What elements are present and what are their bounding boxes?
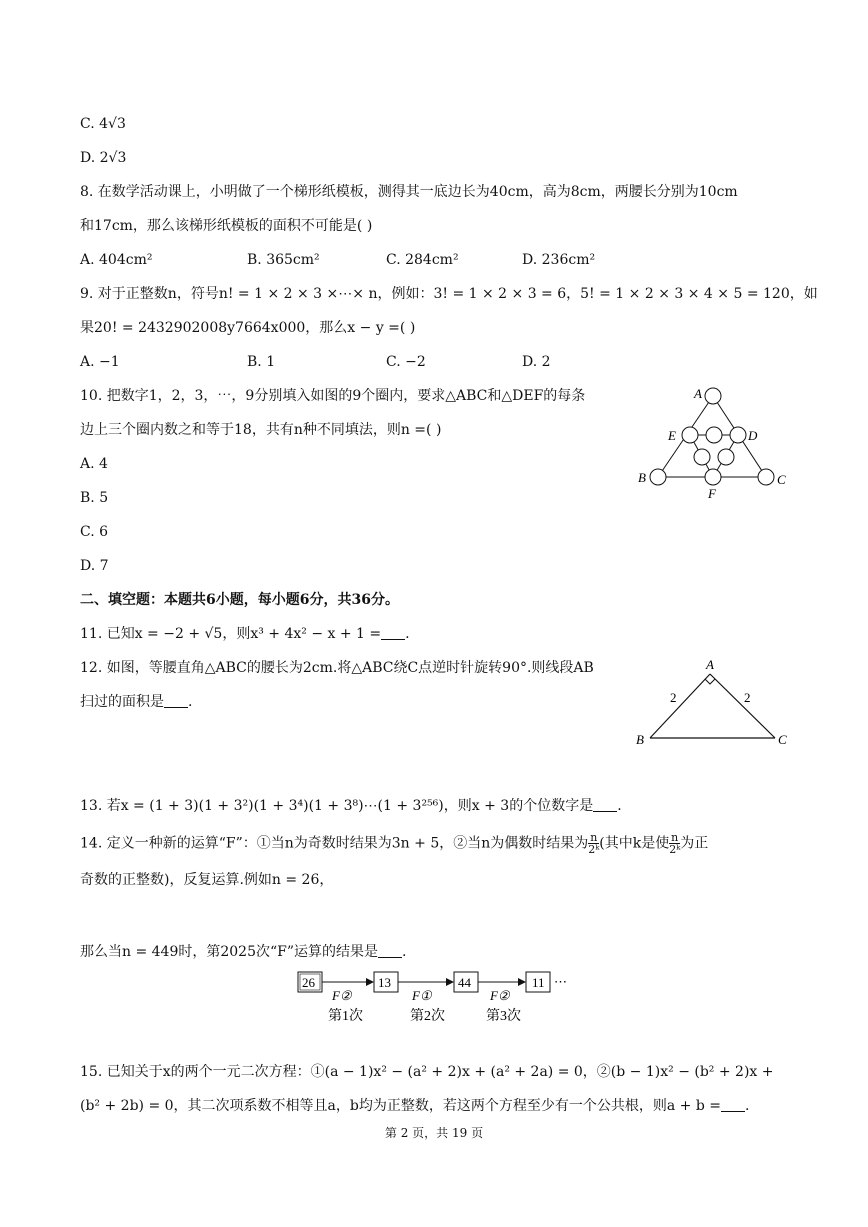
q13-end: . [617,798,622,814]
q14-text-b: (其中k是使 [599,835,670,852]
label-f: F [708,486,716,501]
label-b: B [638,470,646,485]
question-13 [80,796,622,816]
q12-text: 扫过的面积是 [80,694,164,710]
flow-op-2: F① [412,988,432,1003]
fraction [588,832,599,855]
page-footer: 第 2 页，共 19 页 [384,1126,484,1140]
q14-text-a: 14. 定义一种新的运算“F”：①当n为奇数时结果为3n + 5，②当n为偶数时结果为 [80,835,589,852]
frac-den-2: 2ᵏ [669,843,681,856]
circle-e [682,427,698,443]
question-11 [80,624,410,644]
section-2-title: 二、填空题：本题共6小题，每小题6分，共36分。 [80,592,399,608]
flow-value-3: 44 [458,975,471,990]
q13-text: 13. 若x = (1 + 3)(1 + 3²)(1 + 3⁴)(1 + 3⁸)⋯(1 + 3²⁵⁶)，则x + 3的个位数字是 [80,798,594,814]
label-b: B [636,732,644,747]
side-ab-length: 2 [670,690,677,705]
flow-op-1: F② [332,988,352,1003]
flow-value-2: 13 [378,975,391,990]
circle-f [705,469,721,485]
answer-blank [593,797,617,812]
q8-option-b: B. 365cm² [247,252,320,268]
q14-text-c: 为正 [680,835,709,852]
answer-blank [164,693,188,708]
q10-option-c: C. 6 [80,524,109,540]
question-10-line2: 边上三个圈内数之和等于18，共有n种不同填法，则n =( ) [80,422,442,438]
q9-option-b: B. 1 [247,354,276,370]
circle-mid-top [706,427,722,443]
q15-end: . [744,1098,750,1114]
circle-right-inner [718,449,734,465]
question-9-line2: 果20! = 2432902008y7664x000，那么x − y =( ) [80,320,416,336]
frac-den: 2ᵏ [588,843,600,856]
flow-value-1: 26 [302,975,315,990]
question-14-line3 [80,942,406,962]
flow-step-1: 第1次 [328,1009,363,1024]
question-14-line2: 奇数的正整数)，反复运算.例如n = 26， [80,872,334,888]
circle-b [650,469,666,485]
q14-end: . [402,944,407,960]
q9-option-d: D. 2 [522,354,551,370]
frac-num: n [590,831,598,844]
q8-option-d: D. 236cm² [522,252,596,268]
label-a: A [694,386,702,401]
question-15-line1: 15. 已知关于x的两个一元二次方程：①(a − 1)x² − (a² + 2)x + (a² + 2a) = 0，②(b − 1)x² − (b² + 2)x + [80,1064,774,1080]
flow-op-3: F② [490,988,510,1003]
circle-a [705,388,721,404]
question-8-line1: 8. 在数学活动课上，小明做了一个梯形纸模板，测得其一底边长为40cm，高为8cm，两腰长分别为10cm [80,184,738,200]
label-c: C [778,732,787,747]
circle-left-inner [694,449,710,465]
question-12-line1: 12. 如图，等腰直角△ABC的腰长为2cm.将△ABC绕C点逆时针旋转90°.则线段AB [80,660,594,676]
q10-figure [636,382,796,502]
q14-flow-diagram [294,966,584,1030]
q12-figure [630,652,800,752]
flow-value-4: 11 [532,975,545,990]
label-d: D [748,428,758,443]
q8-option-c: C. 284cm² [386,252,459,268]
question-9-line1: 9. 对于正整数n，符号n! = 1 × 2 × 3 ×⋯× n，例如：3! = 1 × 2 × 3 = 6，5! = 1 × 2 × 3 × 4 × 5 = 120，如 [80,286,818,302]
circle-d [730,427,746,443]
circle-c [758,469,774,485]
label-c: C [777,472,786,487]
question-15-line2 [80,1096,749,1116]
q10-option-a: A. 4 [80,456,108,472]
label-a: A [706,657,714,672]
question-14-line1 [80,832,708,855]
q9-option-c: C. −2 [386,354,426,370]
q12-end: . [188,694,193,710]
option-c: C. 4√3 [80,116,126,132]
question-10-line1: 10. 把数字1，2，3，⋯，9分别填入如图的9个圈内，要求△ABC和△DEF的每条 [80,388,586,404]
answer-blank [721,1097,745,1112]
flow-step-2: 第2次 [410,1009,445,1024]
option-d: D. 2√3 [80,150,127,166]
label-e: E [668,428,676,443]
fraction-2 [669,832,680,855]
q15-text: (b² + 2b) = 0，其二次项系数不相等且a，b均为正整数，若这两个方程至少有一个公共根，则a + b = [80,1098,721,1114]
q10-option-d: D. 7 [80,558,109,574]
answer-blank [381,625,405,640]
q14-text-3: 那么当n = 449时，第2025次“F”运算的结果是 [80,944,379,960]
q11-end: . [405,626,410,642]
q8-option-a: A. 404cm² [80,252,153,268]
flow-step-3: 第3次 [486,1009,521,1024]
q9-option-a: A. −1 [80,354,120,370]
side-ac-length: 2 [744,690,751,705]
frac-num-2: n [671,831,679,844]
flow-ellipsis: ⋯ [554,974,567,989]
answer-blank [378,943,402,958]
question-8-line2: 和17cm，那么该梯形纸模板的面积不可能是( ) [80,218,373,234]
q11-text: 11. 已知x = −2 + √5，则x³ + 4x² − x + 1 = [80,626,382,642]
question-12-line2 [80,692,192,712]
q10-option-b: B. 5 [80,490,109,506]
